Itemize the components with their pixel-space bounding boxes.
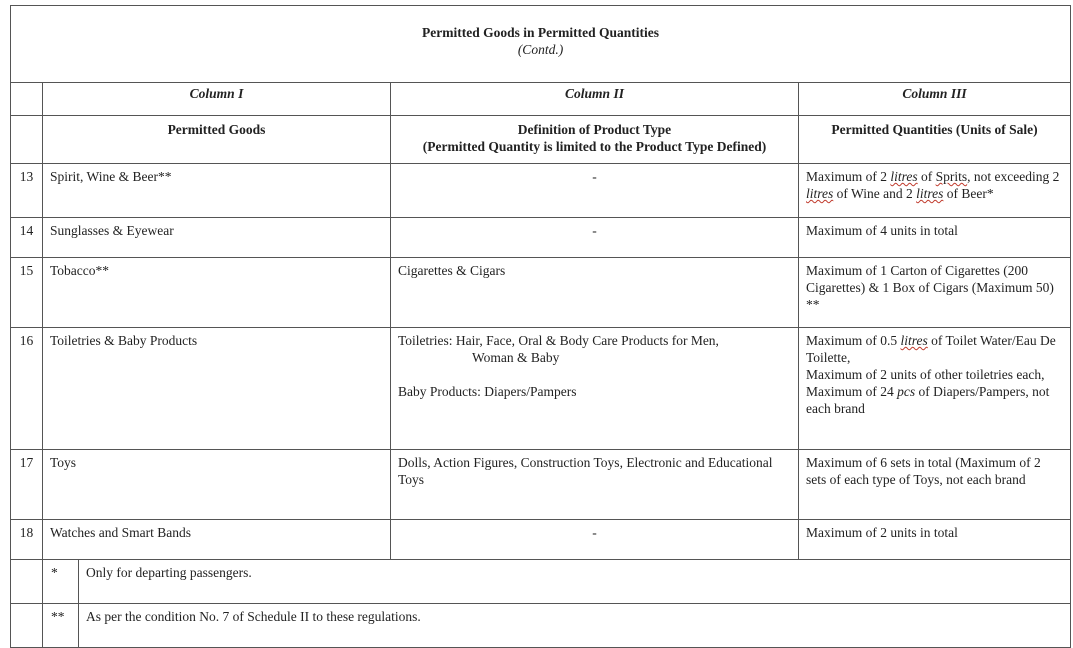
row-quantity: Maximum of 4 units in total: [799, 218, 1071, 258]
quantity-text: of Wine and 2: [833, 186, 917, 201]
table-subtitle: (Contd.): [517, 42, 564, 57]
row-quantity: [799, 328, 1071, 450]
header-permitted-goods: Permitted Goods: [43, 116, 391, 164]
quantity-text: pcs: [897, 384, 916, 399]
quantity-text: , not exceeding 2: [967, 169, 1060, 184]
title-cell: [11, 6, 1071, 83]
row-definition: -: [391, 520, 799, 560]
quantity-text: Maximum of 24: [806, 384, 898, 399]
quantity-text: litres: [916, 186, 944, 201]
column-3-label: Column III: [799, 83, 1071, 116]
blank-cell: [11, 604, 43, 648]
row-quantity: Maximum of 6 sets in total (Maximum of 2 sets of each type of Toys, not each brand: [799, 450, 1071, 520]
table-row: [11, 218, 1071, 258]
quantity-text: of Diapers/Pampers, not each brand: [806, 384, 1050, 416]
title-row: [11, 6, 1071, 83]
quantity-text: Maximum of 2: [806, 169, 891, 184]
header-row: [11, 116, 1071, 164]
quantity-text: of: [917, 169, 936, 184]
definition-line: Toiletries: Hair, Face, Oral & Body Care Products for Men,: [398, 333, 719, 348]
definition-line: Baby Products: Diapers/Pampers: [398, 384, 577, 399]
quantity-text: litres: [890, 169, 918, 184]
row-goods: Sunglasses & Eyewear: [43, 218, 391, 258]
table-title: Permitted Goods in Permitted Quantities: [422, 25, 659, 40]
row-definition: -: [391, 218, 799, 258]
column-label-row: [11, 83, 1071, 116]
definition-line: Woman & Baby: [472, 350, 560, 365]
column-2-label: Column II: [391, 83, 799, 116]
header-definition: [391, 116, 799, 164]
quantity-text: litres: [806, 186, 834, 201]
permitted-goods-table: [10, 5, 1071, 648]
row-goods: Toys: [43, 450, 391, 520]
row-quantity: [799, 164, 1071, 218]
column-1-label: Column I: [43, 83, 391, 116]
note-row: [11, 560, 1071, 604]
header-definition-line2: (Permitted Quantity is limited to the Product Type Defined): [422, 139, 767, 154]
note-text: Only for departing passengers.: [79, 560, 1071, 604]
row-number: 15: [11, 258, 43, 328]
quantity-line: [806, 332, 1063, 366]
quantity-text: of Beer*: [943, 186, 994, 201]
row-number: 16: [11, 328, 43, 450]
row-goods: Spirit, Wine & Beer**: [43, 164, 391, 218]
row-goods: Tobacco**: [43, 258, 391, 328]
row-quantity: Maximum of 1 Carton of Cigarettes (200 Cigarettes) & 1 Box of Cigars (Maximum 50) **: [799, 258, 1071, 328]
row-number: 17: [11, 450, 43, 520]
note-text: As per the condition No. 7 of Schedule II to these regulations.: [79, 604, 1071, 648]
row-definition: Dolls, Action Figures, Construction Toys, Electronic and Educational Toys: [391, 450, 799, 520]
blank-cell: [11, 560, 43, 604]
row-number: 14: [11, 218, 43, 258]
regulation-document: [10, 5, 1070, 636]
blank-cell: [11, 83, 43, 116]
table-row: [11, 328, 1071, 450]
blank-cell: [11, 116, 43, 164]
quantity-text: Maximum of 0.5: [806, 333, 901, 348]
quantity-text: Sprits: [935, 169, 968, 184]
quantity-line: Maximum of 2 units of other toiletries each,: [806, 367, 1045, 382]
note-mark: *: [43, 560, 79, 604]
row-goods: Watches and Smart Bands: [43, 520, 391, 560]
quantity-text: of Toilet Water/Eau De Toilette,: [806, 333, 1056, 365]
table-row: [11, 258, 1071, 328]
row-quantity: Maximum of 2 units in total: [799, 520, 1071, 560]
table-row: [11, 520, 1071, 560]
row-goods: Toiletries & Baby Products: [43, 328, 391, 450]
row-number: 18: [11, 520, 43, 560]
note-mark: **: [43, 604, 79, 648]
table-row: [11, 450, 1071, 520]
quantity-text: litres: [900, 333, 928, 348]
note-row: [11, 604, 1071, 648]
row-definition: -: [391, 164, 799, 218]
header-quantities: Permitted Quantities (Units of Sale): [799, 116, 1071, 164]
row-definition: [391, 328, 799, 450]
row-definition: Cigarettes & Cigars: [391, 258, 799, 328]
header-definition-line1: Definition of Product Type: [517, 122, 672, 137]
quantity-line: [806, 383, 1063, 417]
table-row: [11, 164, 1071, 218]
row-number: 13: [11, 164, 43, 218]
